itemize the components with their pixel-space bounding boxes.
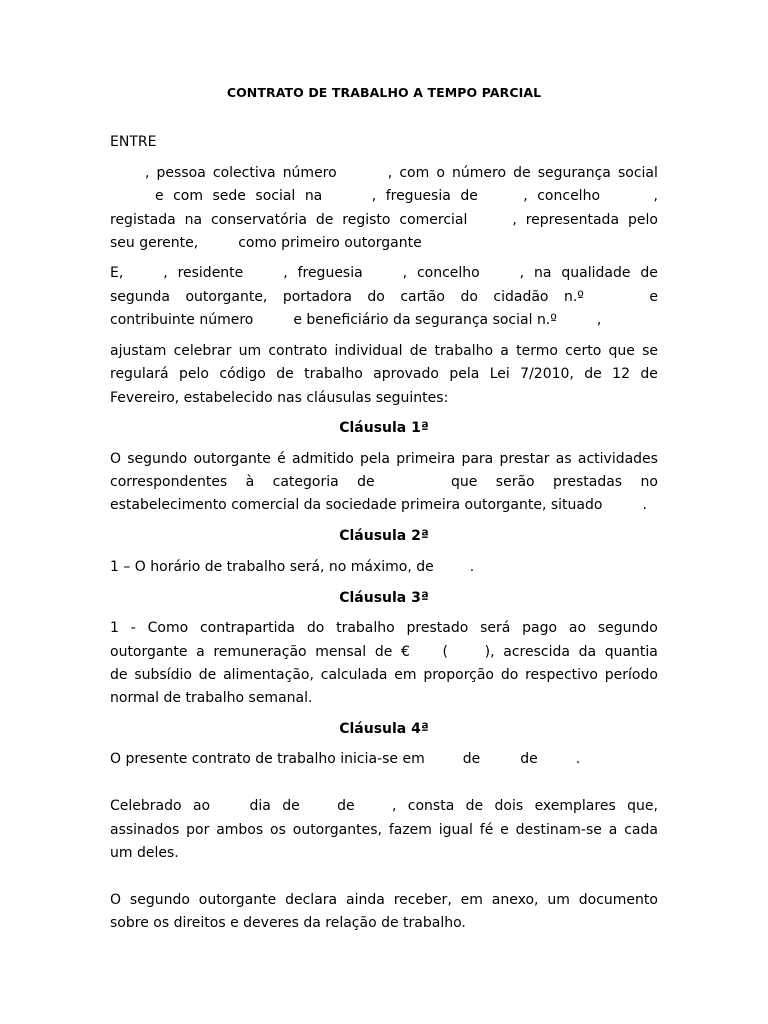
text-fragment: representada — [525, 212, 620, 228]
paragraph-3-line-3 — [110, 390, 658, 408]
text-fragment: registo — [342, 212, 391, 228]
text-fragment: trabalho — [304, 366, 363, 382]
text-fragment: de — [282, 798, 300, 814]
text-fragment: fé — [479, 822, 494, 838]
text-fragment: , — [283, 265, 288, 281]
text-fragment: normal de trabalho semanal. — [110, 690, 313, 706]
text-fragment: E, — [110, 265, 124, 281]
text-fragment: colectiva — [212, 165, 276, 181]
text-fragment: . — [575, 751, 581, 767]
text-fragment: freguesia — [297, 265, 363, 281]
text-fragment: trabalho — [336, 620, 395, 636]
text-fragment: mensal — [315, 644, 367, 660]
text-fragment: de — [276, 366, 294, 382]
text-fragment: contrato — [268, 343, 328, 359]
text-fragment: acrescida — [503, 644, 570, 660]
text-fragment: de — [409, 343, 428, 359]
text-fragment: contrapartida — [199, 620, 295, 636]
text-fragment: outorgantes, — [292, 822, 382, 838]
paragraph-3-line-1 — [110, 343, 658, 361]
text-fragment: será — [480, 620, 511, 636]
text-fragment: remuneração — [213, 644, 307, 660]
text-fragment: ainda — [346, 892, 385, 908]
text-fragment: concelho — [416, 265, 480, 281]
text-fragment: , — [391, 798, 397, 814]
text-fragment: estabelecimento comercial da sociedade primeira outorgante, situado — [110, 497, 603, 513]
text-fragment: os — [270, 822, 286, 838]
text-fragment: de — [520, 751, 538, 767]
text-fragment: um — [547, 892, 570, 908]
text-fragment: registada — [110, 212, 176, 228]
text-fragment: em — [394, 667, 417, 683]
text-fragment: outorgante, — [185, 289, 268, 305]
text-fragment: à — [245, 474, 255, 490]
text-fragment: concelho — [537, 188, 601, 204]
text-fragment: , — [596, 312, 602, 328]
text-fragment: admitido — [291, 451, 354, 467]
text-fragment: segunda — [110, 289, 171, 305]
text-fragment: , — [163, 265, 168, 281]
text-fragment: de — [110, 667, 128, 683]
text-fragment: pela — [449, 366, 480, 382]
text-fragment: de — [640, 265, 658, 281]
text-fragment: do — [500, 667, 519, 683]
text-fragment: O — [110, 892, 122, 908]
text-fragment: do — [306, 620, 325, 636]
text-fragment: ambos — [216, 822, 264, 838]
text-fragment: , — [653, 188, 658, 204]
paragraph-2-line-3 — [110, 312, 658, 330]
text-fragment: O presente contrato de trabalho inicia-se em — [110, 751, 425, 767]
text-fragment: sobre os direitos e deveres da relação de trabalho. — [110, 915, 466, 931]
text-fragment: por — [186, 822, 210, 838]
text-fragment: Fevereiro, estabelecido nas cláusulas seguintes: — [110, 390, 449, 406]
clause-2-heading: Cláusula 2ª — [339, 528, 429, 544]
document-title: CONTRATO DE TRABALHO A TEMPO PARCIAL — [226, 85, 542, 100]
text-fragment: no — [640, 474, 658, 490]
text-fragment: em — [460, 892, 483, 908]
clause-4-heading: Cláusula 4ª — [339, 721, 429, 737]
text-fragment: período — [604, 667, 658, 683]
text-fragment: ajustam — [110, 343, 167, 359]
text-fragment: exemplares — [534, 798, 616, 814]
text-fragment: que, — [627, 798, 658, 814]
text-fragment: . — [642, 497, 647, 513]
text-fragment: contribuinte número — [110, 312, 254, 328]
text-fragment: prestar — [499, 451, 550, 467]
text-fragment: de — [584, 366, 602, 382]
closing-line-3 — [110, 845, 658, 863]
text-fragment: com — [399, 165, 430, 181]
text-fragment: número — [282, 165, 337, 181]
text-fragment: é — [277, 451, 286, 467]
text-fragment: prestado — [406, 620, 469, 636]
text-fragment: correspondentes — [110, 474, 228, 490]
text-fragment: categoria — [272, 474, 339, 490]
text-fragment: qualidade — [561, 265, 631, 281]
text-fragment: destinam-se — [515, 822, 602, 838]
text-fragment: social — [255, 188, 296, 204]
clause-1-line-3 — [110, 497, 658, 515]
text-fragment: outorgante — [193, 451, 271, 467]
text-fragment: pelo — [179, 366, 209, 382]
text-fragment: ao — [568, 620, 587, 636]
text-fragment: respectivo — [525, 667, 598, 683]
text-fragment: - — [130, 620, 136, 636]
text-fragment: seu gerente, — [110, 235, 199, 251]
paragraph-1-line-2 — [155, 188, 658, 206]
text-fragment: individual — [334, 343, 403, 359]
text-fragment: pela — [360, 451, 390, 467]
text-fragment: do — [460, 289, 478, 305]
paragraph-1-line-1 — [145, 165, 658, 183]
text-fragment: assinados — [110, 822, 180, 838]
closing-line-1 — [110, 798, 658, 816]
text-fragment: dois — [494, 798, 524, 814]
text-fragment: social — [617, 165, 658, 181]
text-fragment: se — [642, 343, 658, 359]
text-fragment: um — [238, 343, 262, 359]
text-fragment: ao — [192, 798, 211, 814]
text-fragment: conservatória — [210, 212, 307, 228]
text-fragment: € — [400, 644, 410, 660]
text-fragment: fazem — [388, 822, 432, 838]
text-fragment: declara — [285, 892, 338, 908]
text-fragment: de — [640, 366, 658, 382]
text-fragment: na — [534, 265, 552, 281]
text-fragment: código — [219, 366, 266, 382]
text-fragment: de — [374, 644, 393, 660]
text-fragment: primeira — [396, 451, 456, 467]
text-fragment: na — [304, 188, 323, 204]
text-fragment: segurança — [537, 165, 611, 181]
clause-3-heading: Cláusula 3ª — [339, 590, 429, 606]
paragraph-1-line-4 — [110, 235, 658, 253]
text-fragment: e — [500, 822, 509, 838]
text-fragment: a — [500, 343, 509, 359]
text-fragment: que — [451, 474, 478, 490]
text-fragment: de — [337, 798, 355, 814]
paragraph-3-line-2 — [110, 366, 658, 384]
text-fragment: de — [315, 212, 334, 228]
text-fragment: de — [198, 667, 217, 683]
text-fragment: outorgante — [198, 892, 277, 908]
text-fragment: 1 — [110, 620, 119, 636]
text-fragment: certo — [565, 343, 602, 359]
text-fragment: celebrar — [173, 343, 232, 359]
text-fragment: segundo — [127, 451, 188, 467]
text-fragment: dia — [249, 798, 271, 814]
entre-label — [110, 134, 658, 152]
paragraph-1-line-3 — [110, 212, 658, 230]
text-fragment: . — [469, 559, 475, 575]
text-fragment: 7/2010, — [520, 366, 574, 382]
text-fragment: as — [555, 451, 572, 467]
text-fragment: , — [371, 188, 377, 204]
clause-1-line-2 — [110, 474, 658, 492]
clause-3-line-3 — [110, 667, 658, 685]
text-fragment: quantia — [604, 644, 658, 660]
declaration-line-2 — [110, 915, 658, 933]
clause-3-line-4 — [110, 690, 658, 708]
paragraph-2-line-2 — [110, 289, 658, 307]
text-fragment: , — [523, 188, 528, 204]
text-fragment: receber, — [393, 892, 452, 908]
text-fragment: freguesia — [385, 188, 451, 204]
text-fragment: pago — [522, 620, 558, 636]
clause-3-line-2 — [110, 644, 658, 662]
text-fragment: , — [512, 212, 517, 228]
text-fragment: serão — [495, 474, 535, 490]
text-fragment: um deles. — [110, 845, 179, 861]
text-fragment: sede — [212, 188, 246, 204]
text-fragment: n.º — [563, 289, 584, 305]
text-fragment: residente — [177, 265, 244, 281]
text-fragment: comercial — [399, 212, 468, 228]
text-fragment: e beneficiário da segurança social n.º — [293, 312, 557, 328]
text-fragment: O — [110, 451, 122, 467]
text-fragment: de — [465, 798, 484, 814]
text-fragment: , — [387, 165, 393, 181]
text-fragment: de — [357, 474, 375, 490]
text-fragment: regulará — [110, 366, 169, 382]
text-fragment: Celebrado — [110, 798, 182, 814]
text-fragment: documento — [578, 892, 658, 908]
clause-1-line-1 — [110, 451, 658, 469]
text-fragment: portadora — [282, 289, 352, 305]
text-fragment: cidadão — [493, 289, 549, 305]
text-fragment: , — [402, 265, 408, 281]
text-fragment: subsídio — [134, 667, 192, 683]
text-fragment: , — [145, 165, 150, 181]
paragraph-2-line-1 — [110, 265, 658, 283]
text-fragment: que — [608, 343, 635, 359]
text-fragment: anexo, — [491, 892, 539, 908]
declaration-line-1 — [110, 892, 658, 910]
text-fragment: segundo — [129, 892, 190, 908]
text-fragment: para — [461, 451, 494, 467]
text-fragment: com — [173, 188, 204, 204]
text-fragment: prestadas — [553, 474, 623, 490]
text-fragment: actividades — [577, 451, 658, 467]
text-fragment: igual — [438, 822, 473, 838]
text-fragment: pessoa — [156, 165, 206, 181]
text-fragment: alimentação, — [223, 667, 314, 683]
text-fragment: cada — [624, 822, 658, 838]
text-fragment: Como — [147, 620, 189, 636]
closing-line-2 — [110, 822, 658, 840]
text-fragment: ENTRE — [110, 134, 157, 150]
text-fragment: trabalho — [434, 343, 494, 359]
text-fragment: na — [184, 212, 203, 228]
text-fragment: de — [460, 188, 478, 204]
text-fragment: da — [578, 644, 597, 660]
text-fragment: número — [452, 165, 507, 181]
text-fragment: cartão — [400, 289, 445, 305]
clause-1-heading: Cláusula 1ª — [339, 420, 429, 436]
text-fragment: o — [436, 165, 445, 181]
text-fragment: de — [462, 751, 481, 767]
text-fragment: a — [196, 644, 205, 660]
text-fragment: pelo — [627, 212, 658, 228]
text-fragment: do — [367, 289, 385, 305]
text-fragment: e — [155, 188, 164, 204]
text-fragment: segundo — [597, 620, 658, 636]
clause-4-line-1 — [110, 751, 658, 769]
text-fragment: proporção — [423, 667, 494, 683]
text-fragment: termo — [516, 343, 558, 359]
text-fragment: ( — [442, 644, 449, 660]
text-fragment: , — [519, 265, 525, 281]
clause-3-line-1 — [110, 620, 658, 638]
text-fragment: e — [649, 289, 658, 305]
text-fragment: de — [513, 165, 531, 181]
text-fragment: Lei — [489, 366, 510, 382]
text-fragment: como primeiro outorgante — [238, 235, 422, 251]
clause-2-line-1 — [110, 559, 658, 577]
text-fragment: a — [608, 822, 618, 838]
text-fragment: 12 — [612, 366, 630, 382]
text-fragment: consta — [407, 798, 455, 814]
text-fragment: outorgante — [110, 644, 188, 660]
text-fragment: calculada — [320, 667, 388, 683]
text-fragment: aprovado — [373, 366, 439, 382]
text-fragment: ), — [484, 644, 495, 660]
text-fragment: 1 – O horário de trabalho será, no máximo, de — [110, 559, 434, 575]
